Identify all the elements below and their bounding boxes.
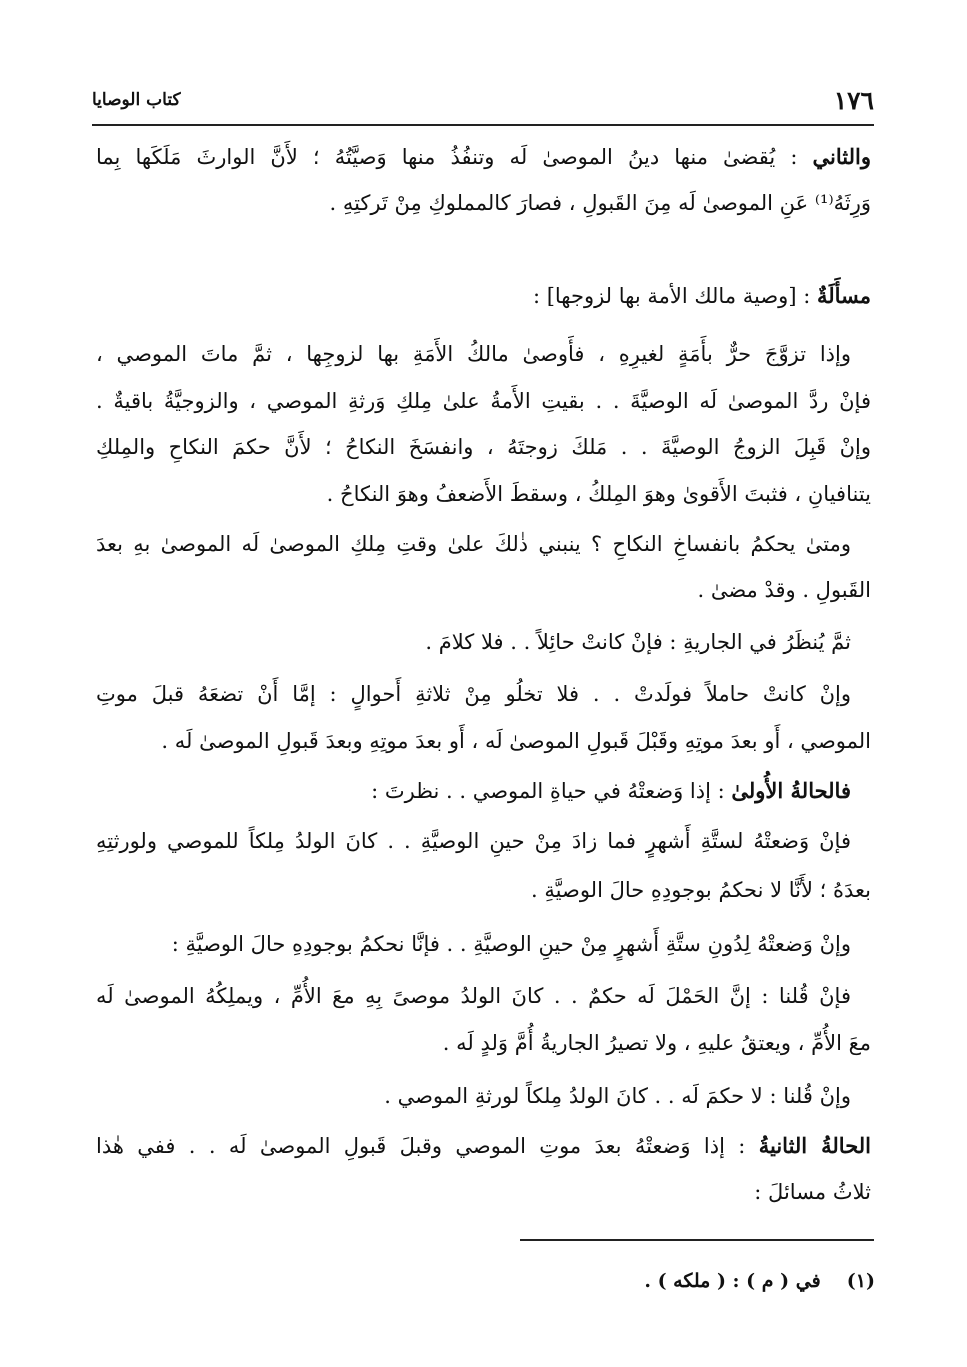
line-text: فإنْ ردَّ الموصىٰ لَه الوصيَّةَ . . بقيتِ الأَمةُ علىٰ مِلكِ وَرثةِ الموصي ، والزوجيَّةُ باقيةٌ . bbox=[96, 389, 871, 413]
text-line bbox=[384, 1086, 851, 1107]
line-text: : يُقضىٰ منها دينُ الموصىٰ لَه وتنفُذُ منها وَصيَّتُهُ ؛ لأَنَّ الوارثَ مَلَكَها بِما bbox=[96, 145, 813, 169]
line-text: ثمَّ يُنظَرُ في الجاريةِ : فإنْ كانتْ حائِلاً . . فلا كلامَ . bbox=[425, 630, 851, 654]
line-text: فإنْ وَضعتْهُ لستَّةِ أَشهرٍ فما زادَ مِنْ حينِ الوصيَّةِ . . كانَ الولدُ مِلكاً للموصي ولورثتِهِ bbox=[96, 829, 851, 853]
page-header bbox=[92, 86, 874, 116]
line-text: وإنْ قُلنا : لا حكمَ لَه . . كانَ الولدُ مِلكاً لورثةِ الموصي . bbox=[384, 1084, 851, 1108]
text-line bbox=[96, 684, 851, 705]
text-line bbox=[754, 1182, 871, 1203]
text-line bbox=[96, 534, 851, 555]
line-text: ثلاثُ مسائلَ : bbox=[754, 1180, 871, 1204]
line-text: وإنْ وَضعتْهُ لِدُونِ ستَّةِ أَشهرٍ مِنْ حينِ الوصيَّةِ . . فإنَّا نحكمُ بوجودِهِ حالَ الوصيَّةِ : bbox=[171, 932, 851, 956]
line-text: وإذا تزوَّجَ حرٌّ بأَمَةٍ لغيرِهِ ، فأَوصىٰ مالكُ الأَمَةِ بها لزوجِها ، ثمَّ ماتَ الموصي ، bbox=[96, 342, 851, 366]
page-number: ١٧٦ bbox=[833, 86, 874, 115]
text-line bbox=[443, 1033, 871, 1054]
footnote-marker: (١) bbox=[846, 1270, 875, 1292]
text-line bbox=[329, 193, 871, 214]
heading-lead: الحالةُ الثانيةُ bbox=[758, 1133, 871, 1158]
text-line bbox=[96, 1135, 871, 1157]
book-title: كتاب الوصايا bbox=[92, 90, 181, 110]
line-text: ومتىٰ يحكمُ بانفساخِ النكاحِ ؟ ينبني ذٰلكَ علىٰ وقتِ مِلكِ الموصىٰ لَه الموصىٰ بهِ بعدَ bbox=[96, 532, 851, 556]
text-line bbox=[96, 146, 871, 168]
heading-lead: والثاني bbox=[812, 144, 871, 169]
text-line bbox=[161, 731, 871, 752]
heading-lead: مسأَلَةٌ bbox=[816, 283, 871, 308]
line-text: الموصي ، أَو بعدَ موتِهِ وقَبْلَ قَبولِ الموصىٰ لَه ، أَو بعدَ موتِهِ وبعدَ قَبولِ الموصىٰ لَه . bbox=[161, 729, 871, 753]
line-text: فإنْ قُلنا : إنَّ الحَمْلَ لَه حكمٌ . . كانَ الولدُ موصىً بِهِ معَ الأُمِّ ، ويملِكُهُ الموصىٰ لَه bbox=[96, 984, 851, 1008]
text-line bbox=[425, 632, 851, 653]
line-text: القَبولِ . وقدْ مضىٰ . bbox=[697, 578, 871, 602]
text-line bbox=[172, 934, 851, 955]
line-text: معَ الأُمِّ ، ويعتقُ عليهِ ، ولا تصيرُ الجاريةُ أُمَّ وَلدٍ لَه . bbox=[442, 1031, 871, 1055]
line-text: بعدَهُ ؛ لأَنَّا لا نحكمُ بوجودِهِ حالَ الوصيَّةِ . bbox=[531, 878, 871, 902]
footnote-divider bbox=[520, 1239, 874, 1241]
text-line bbox=[96, 344, 851, 365]
text-line bbox=[533, 285, 871, 307]
text-line bbox=[697, 580, 871, 601]
line-text: : [وصية مالك الأمة بها لزوجها] : bbox=[532, 284, 817, 308]
line-text: وإنْ قَبِلَ الزوجُ الوصيَّةَ . . مَلكَ زوجتَهُ ، وانفسَخَ النكاحُ ؛ لأَنَّ حكمَ النكاحِ والمِلكِ bbox=[96, 435, 871, 459]
text-line bbox=[327, 484, 871, 505]
text-line bbox=[96, 391, 871, 412]
line-text: : إذا وَضعتْهُ في حياةِ الموصي . . نظرتَ : bbox=[371, 779, 732, 803]
line-text: وَرِثَهُ⁽¹⁾ عَنِ الموصىٰ لَه مِنَ القَبولِ ، فصارَ كالمملوكِ مِنْ تَركتِهِ . bbox=[329, 191, 871, 215]
footnote-text: في ( م ) : ( ملكه ) . bbox=[644, 1270, 821, 1292]
header-divider bbox=[92, 124, 874, 126]
line-text: يتنافيانِ ، فثبتَ الأَقوىٰ وهوَ المِلكُ ، وسقطَ الأَضعفُ وهوَ النكاحُ . bbox=[326, 482, 871, 506]
footnote bbox=[644, 1272, 875, 1291]
text-line bbox=[96, 986, 851, 1007]
text-line bbox=[371, 780, 851, 802]
text-line bbox=[531, 880, 871, 901]
line-text: : إذا وَضعتْهُ بعدَ موتِ الموصي وقبلَ قَبولِ الموصىٰ لَه . . ففي هٰذا bbox=[96, 1134, 759, 1158]
text-line bbox=[96, 831, 851, 852]
line-text: وإنْ كانتْ حاملاً فولَدتْ . . فلا تخلُو مِنْ ثلاثةِ أَحوالٍ : إمَّا أَنْ تضعَهُ قبلَ موتِ bbox=[96, 682, 851, 706]
text-line bbox=[96, 437, 871, 458]
heading-lead: فالحالةُ الأُولىٰ bbox=[731, 778, 851, 803]
